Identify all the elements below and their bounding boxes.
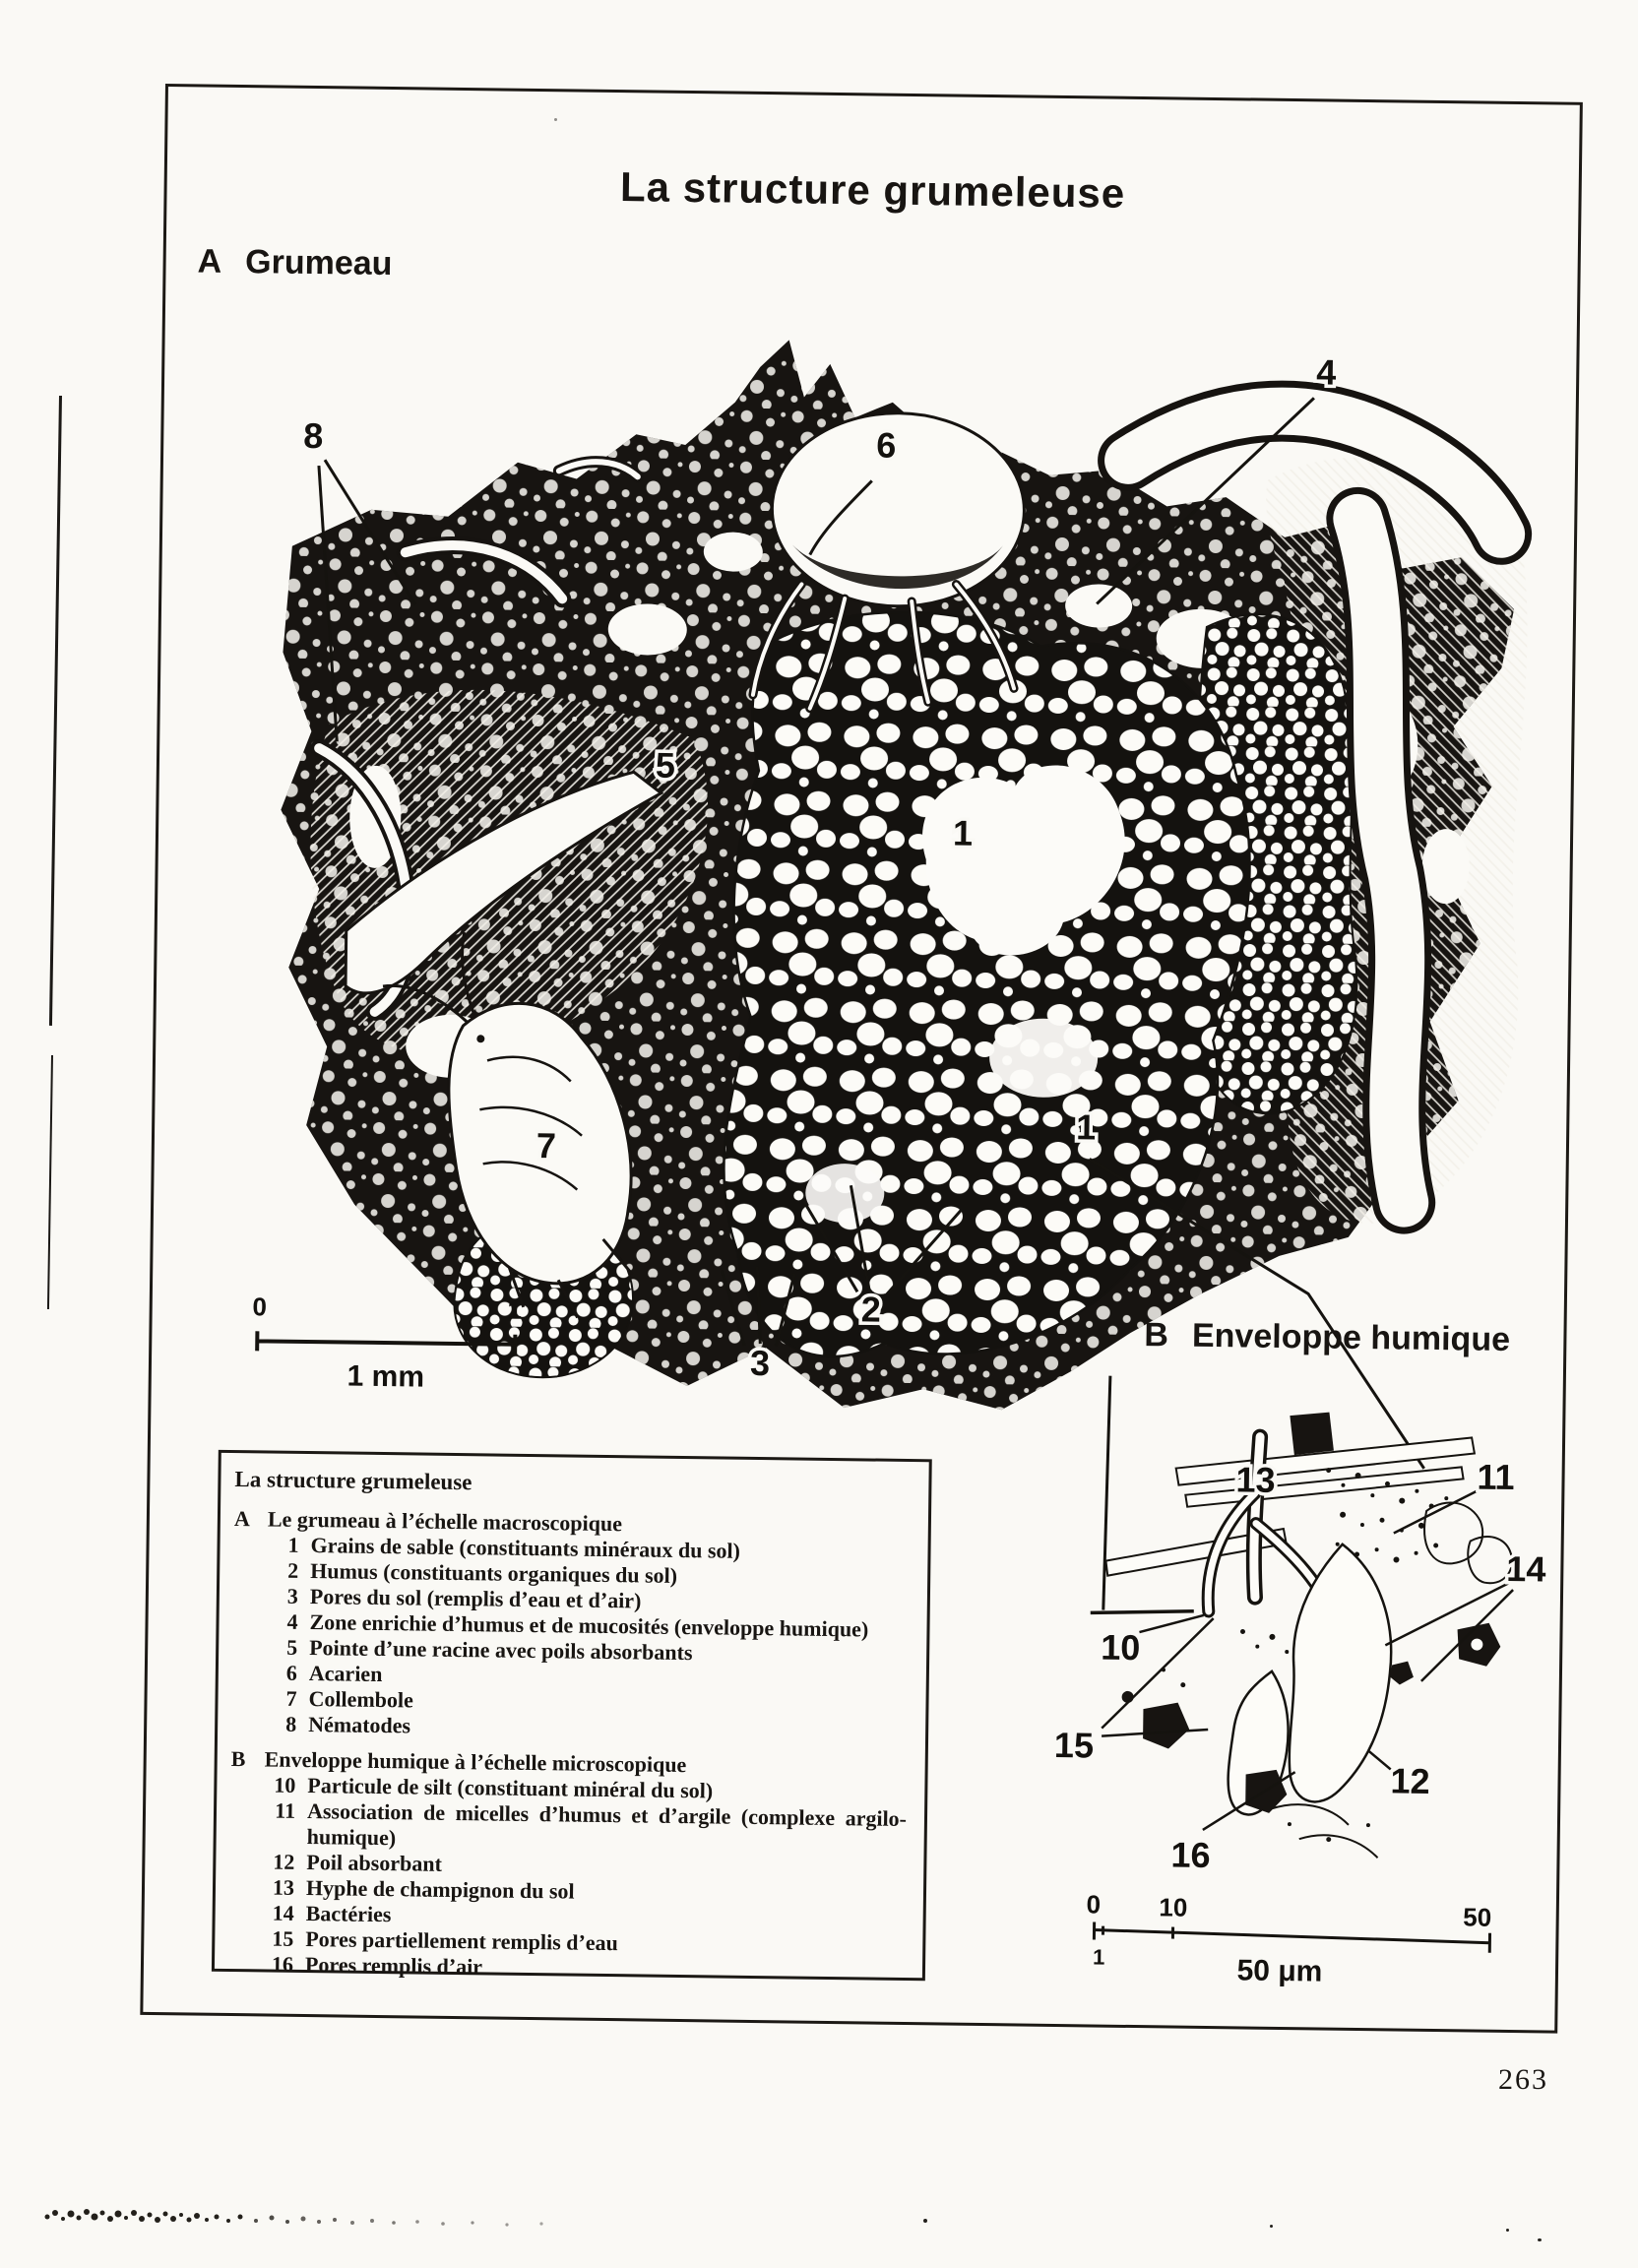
scan-speck: [554, 118, 557, 121]
bacteria-blobs: [1390, 1621, 1501, 1685]
legend-box: [212, 1450, 932, 1981]
legend-section-b: [228, 1746, 908, 1985]
legend-section-a: [231, 1506, 911, 1745]
callout-13: 13: [1235, 1459, 1276, 1500]
callout-1-center: 1: [952, 812, 974, 853]
figure-a-title: Grumeau: [244, 243, 393, 284]
content-frame: [140, 84, 1583, 2034]
callout-8: 8: [303, 414, 324, 457]
legend-item: 16 Pores remplis d’air: [271, 1951, 483, 1980]
callout-3: 3: [749, 1342, 771, 1384]
callout-14: 14: [1506, 1547, 1546, 1590]
legend-item: 6 Acarien: [285, 1660, 383, 1687]
scan-speck: [1270, 2225, 1273, 2228]
scale-a-label: 1 mm: [346, 1359, 425, 1394]
scale-b-mid: 10: [1159, 1892, 1188, 1922]
legend-item: 7 Collembole: [285, 1685, 414, 1713]
soil-crumb-illustration: [212, 299, 1565, 1479]
figure-b-title: Enveloppe humique: [1191, 1316, 1511, 1358]
scale-b-end: 50: [1463, 1902, 1492, 1932]
scale-a-start: 0: [252, 1292, 268, 1322]
figure-a-heading: [197, 242, 392, 284]
scan-edge-artifact: [47, 1055, 53, 1309]
scan-speck: [1538, 2238, 1542, 2241]
scale-b-subtick: 1: [1092, 1944, 1105, 1970]
legend-item: 3 Pores du sol (remplis d’eau et d’air): [286, 1583, 642, 1613]
callout-16: 16: [1170, 1834, 1211, 1876]
legend-title: La structure grumeleuse: [234, 1467, 472, 1495]
sketch-detail-lines: [1270, 1804, 1379, 1858]
callout-1-right: 1: [1075, 1106, 1097, 1148]
callout-6: 6: [875, 424, 897, 466]
callout-5: 5: [655, 744, 676, 786]
figure-b-letter: B: [1144, 1316, 1169, 1354]
figure-a-letter: A: [197, 242, 222, 281]
legend-section-a-heading: Le grumeau à l’échelle macroscopique: [267, 1506, 623, 1537]
scale-bar-b: [1086, 1889, 1492, 1989]
scan-noise-band: [39, 2195, 591, 2235]
legend-item: 11 Association de micelles d’humus et d’argile (complexe argilo-humique): [275, 1797, 908, 1851]
page-title: La structure grumeleuse: [619, 163, 1126, 217]
page-number: 263: [1498, 2063, 1548, 2096]
callout-4: 4: [1315, 351, 1337, 393]
callout-7: 7: [536, 1125, 557, 1166]
legend-item: 8 Nématodes: [285, 1711, 411, 1738]
scan-edge-artifact: [49, 396, 62, 1026]
callout-15: 15: [1053, 1724, 1095, 1766]
legend-item: 12 Poil absorbant: [273, 1849, 443, 1876]
legend-item: 1 Grains de sable (constituants minéraux du sol): [287, 1532, 741, 1563]
legend-item: 13 Hyphe de champignon du sol: [272, 1874, 575, 1904]
humus-envelope-illustration: [1041, 1373, 1561, 1990]
callout-2: 2: [860, 1289, 882, 1330]
callout-10: 10: [1101, 1626, 1141, 1669]
legend-item: 4 Zone enrichie d’humus et de mucosités (enveloppe humique): [286, 1608, 869, 1642]
legend-section-a-letter: A: [233, 1506, 250, 1532]
legend-item: 10 Particule de silt (constituant minéral du sol): [274, 1772, 714, 1803]
legend-item: 14 Bactéries: [272, 1900, 392, 1927]
callout-11: 11: [1477, 1456, 1515, 1498]
scan-speck: [923, 2219, 927, 2223]
scan-speck: [1506, 2229, 1509, 2232]
scale-b-start: 0: [1086, 1889, 1102, 1920]
callout-12: 12: [1390, 1760, 1430, 1801]
legend-section-b-letter: B: [230, 1746, 246, 1772]
figure-b-heading: [1144, 1316, 1510, 1359]
scale-a-end: 1: [507, 1294, 523, 1325]
legend-item: 15 Pores partiellement remplis d’eau: [272, 1925, 619, 1956]
legend-item: 2 Humus (constituants organiques du sol): [287, 1557, 678, 1588]
legend-section-b-heading: Enveloppe humique à l’échelle microscopique: [264, 1746, 687, 1778]
scale-b-label: 50 μm: [1236, 1954, 1323, 1988]
legend-item: 5 Pointe d’une racine avec poils absorbants: [286, 1634, 693, 1666]
